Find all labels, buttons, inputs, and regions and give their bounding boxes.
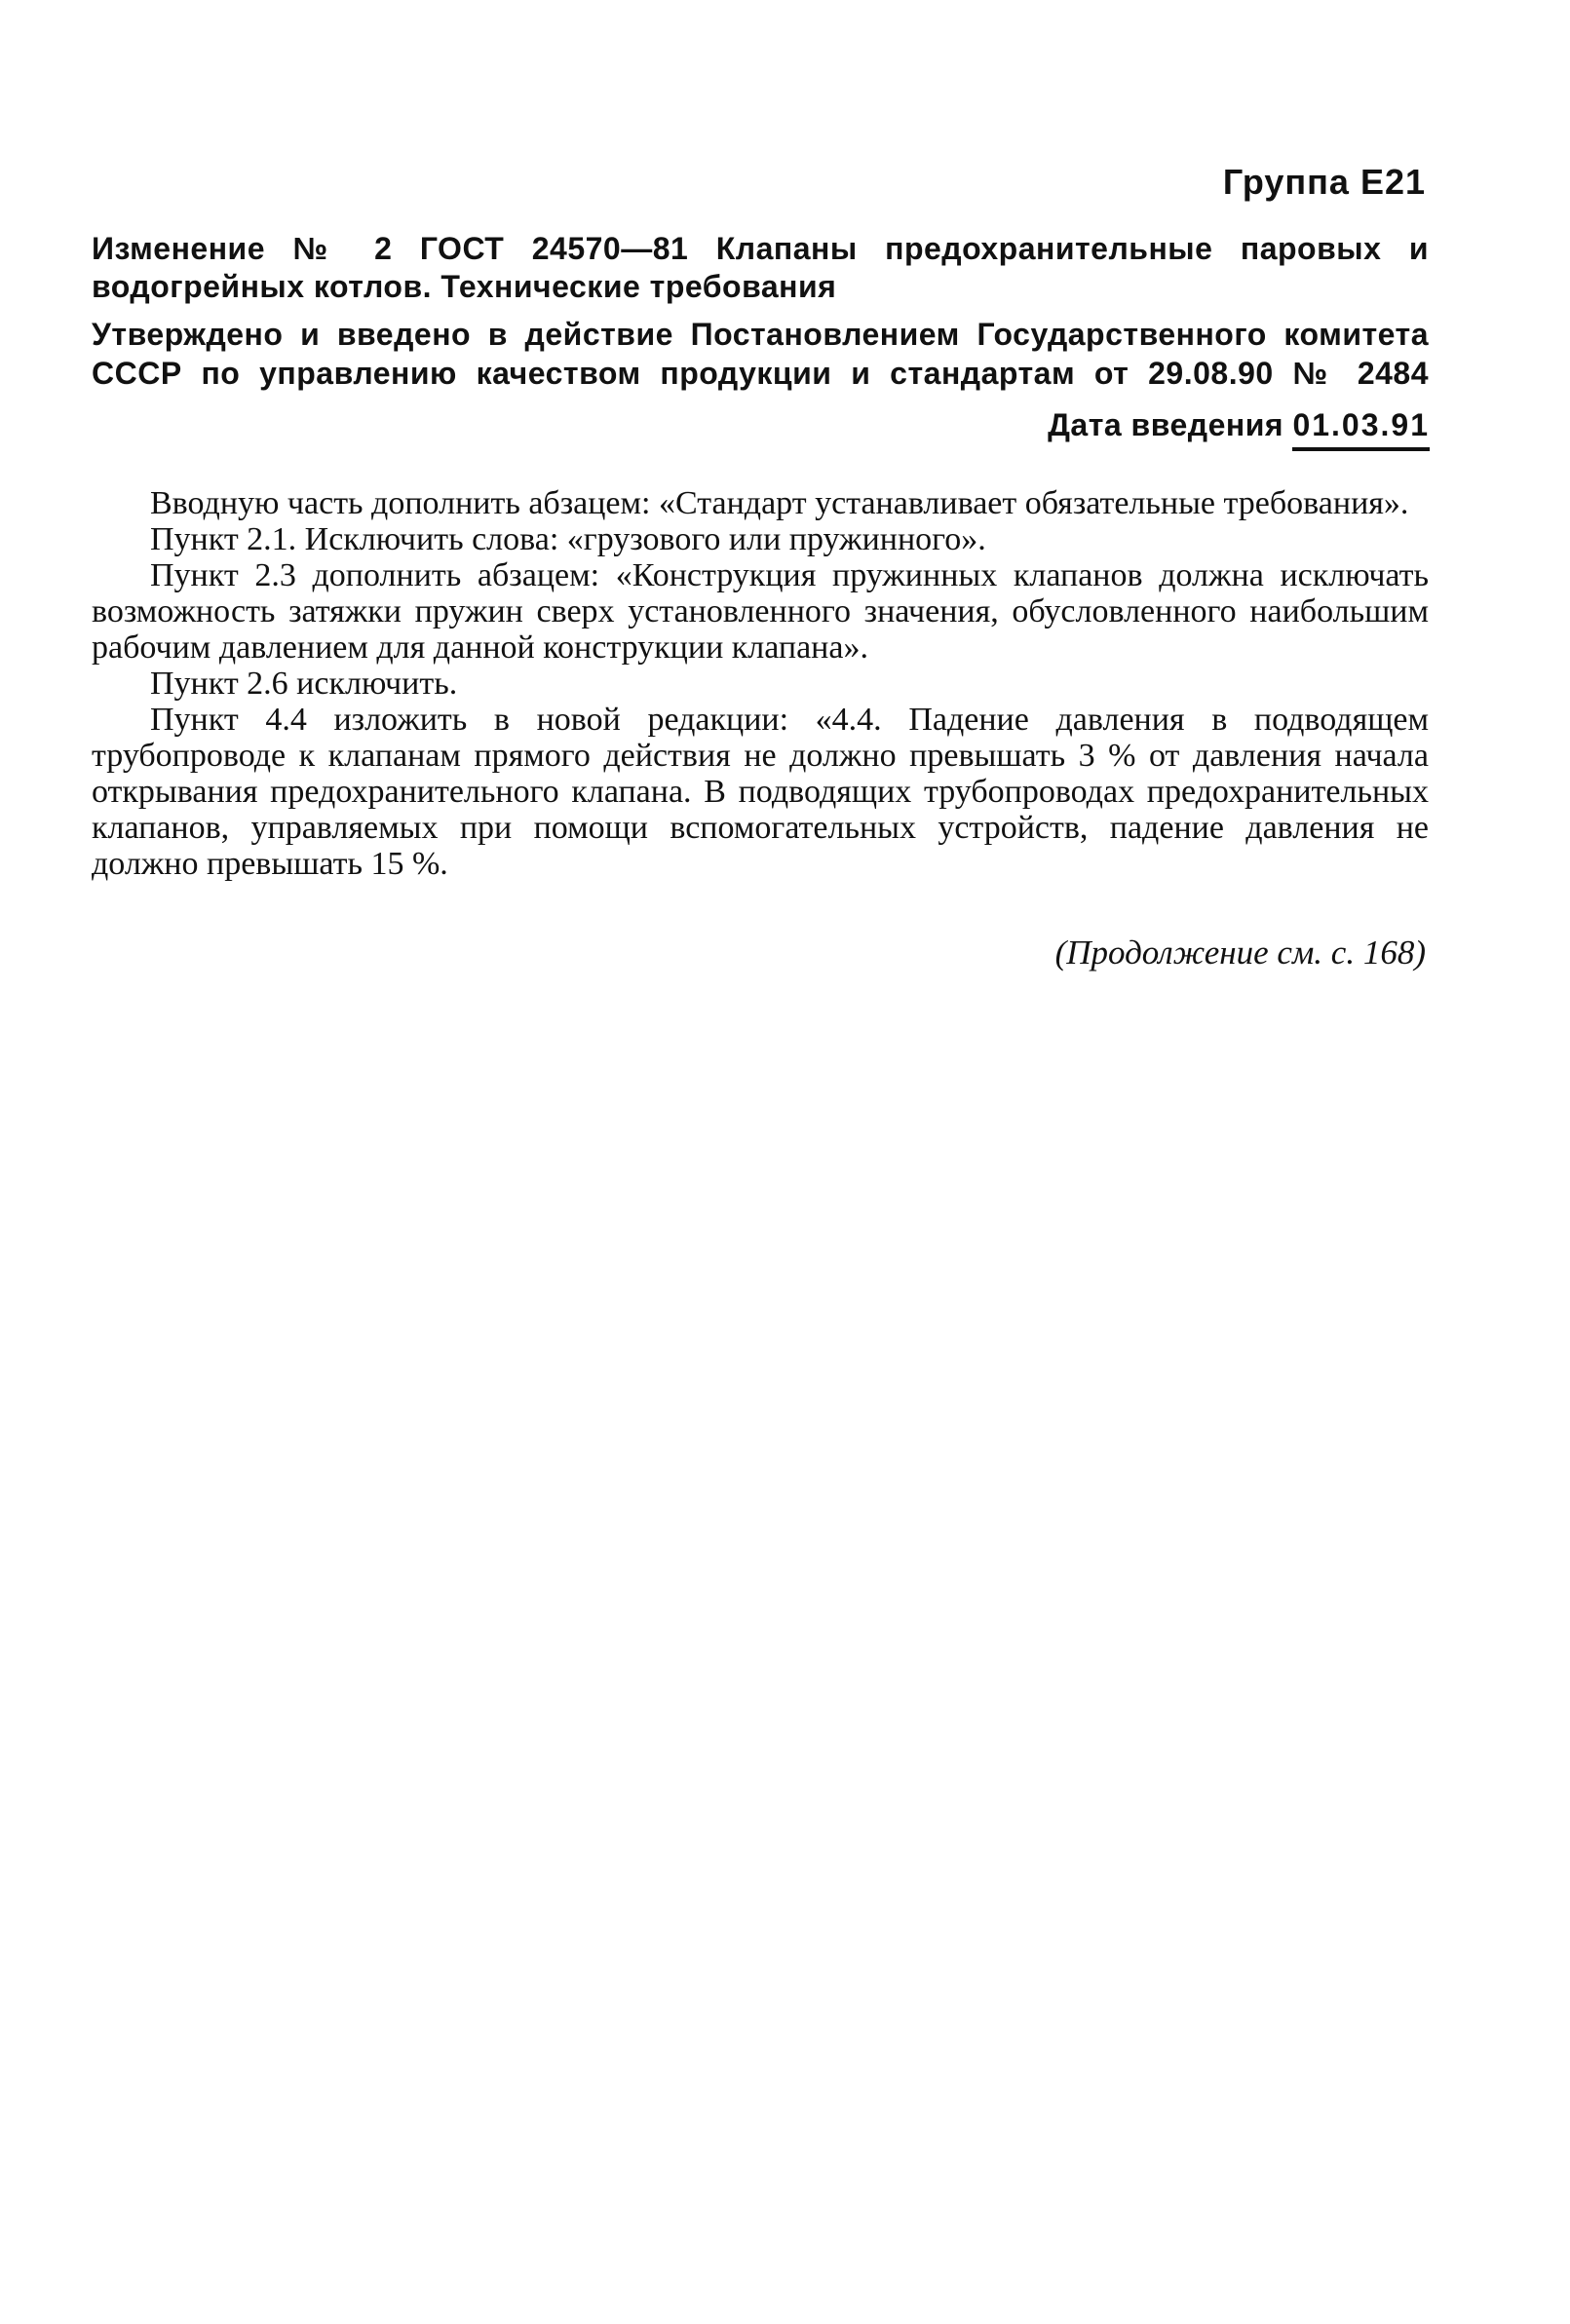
continuation-note: (Продолжение см. с. 168) [1054,933,1426,972]
introduction-date-label: Дата введения [1048,407,1284,442]
amendment-body [92,485,1429,882]
group-code: Группа Е21 [1222,162,1426,202]
paragraph-2-3: Пункт 2.3 дополнить абзацем: «Конструкция пружинных клапанов должна исключать возможность затяжки пружин сверх установленного значения, обусловленного наибольшим рабочим давлением для данной конструкции клапана». [92,557,1429,666]
paragraph-2-1: Пункт 2.1. Исключить слова: «грузового или пружинного». [150,521,986,557]
change-title: Изменение № 2 ГОСТ 24570—81 Клапаны предохранительные паровых и водогрейных котлов. Технические требования [92,231,1429,304]
introduction-date-value: 01.03.91 [1292,407,1430,451]
paragraph-2-6: Пункт 2.6 исключить. [150,666,458,702]
approval-statement: Утверждено и введено в действие Постановлением Государственного комитета СССР по управлению качеством продукции и стандартам от 29.08.90 № 2484 [92,317,1429,391]
introduction-date [1048,407,1430,451]
paragraph-4-4: Пункт 4.4 изложить в новой редакции: «4.4. Падение давления в подводящем трубопроводе к клапанам прямого действия не должно превышать 3 % от давления начала открывания предохранительного клапана. В подводящих трубопроводах предохранительных клапанов, управляемых при помощи вспомогательных устройств, падение давления не должно превышать 15 %. [92,702,1429,882]
paragraph-intro: Вводную часть дополнить абзацем: «Стандарт устанавливает обязательные требования». [150,485,1409,521]
